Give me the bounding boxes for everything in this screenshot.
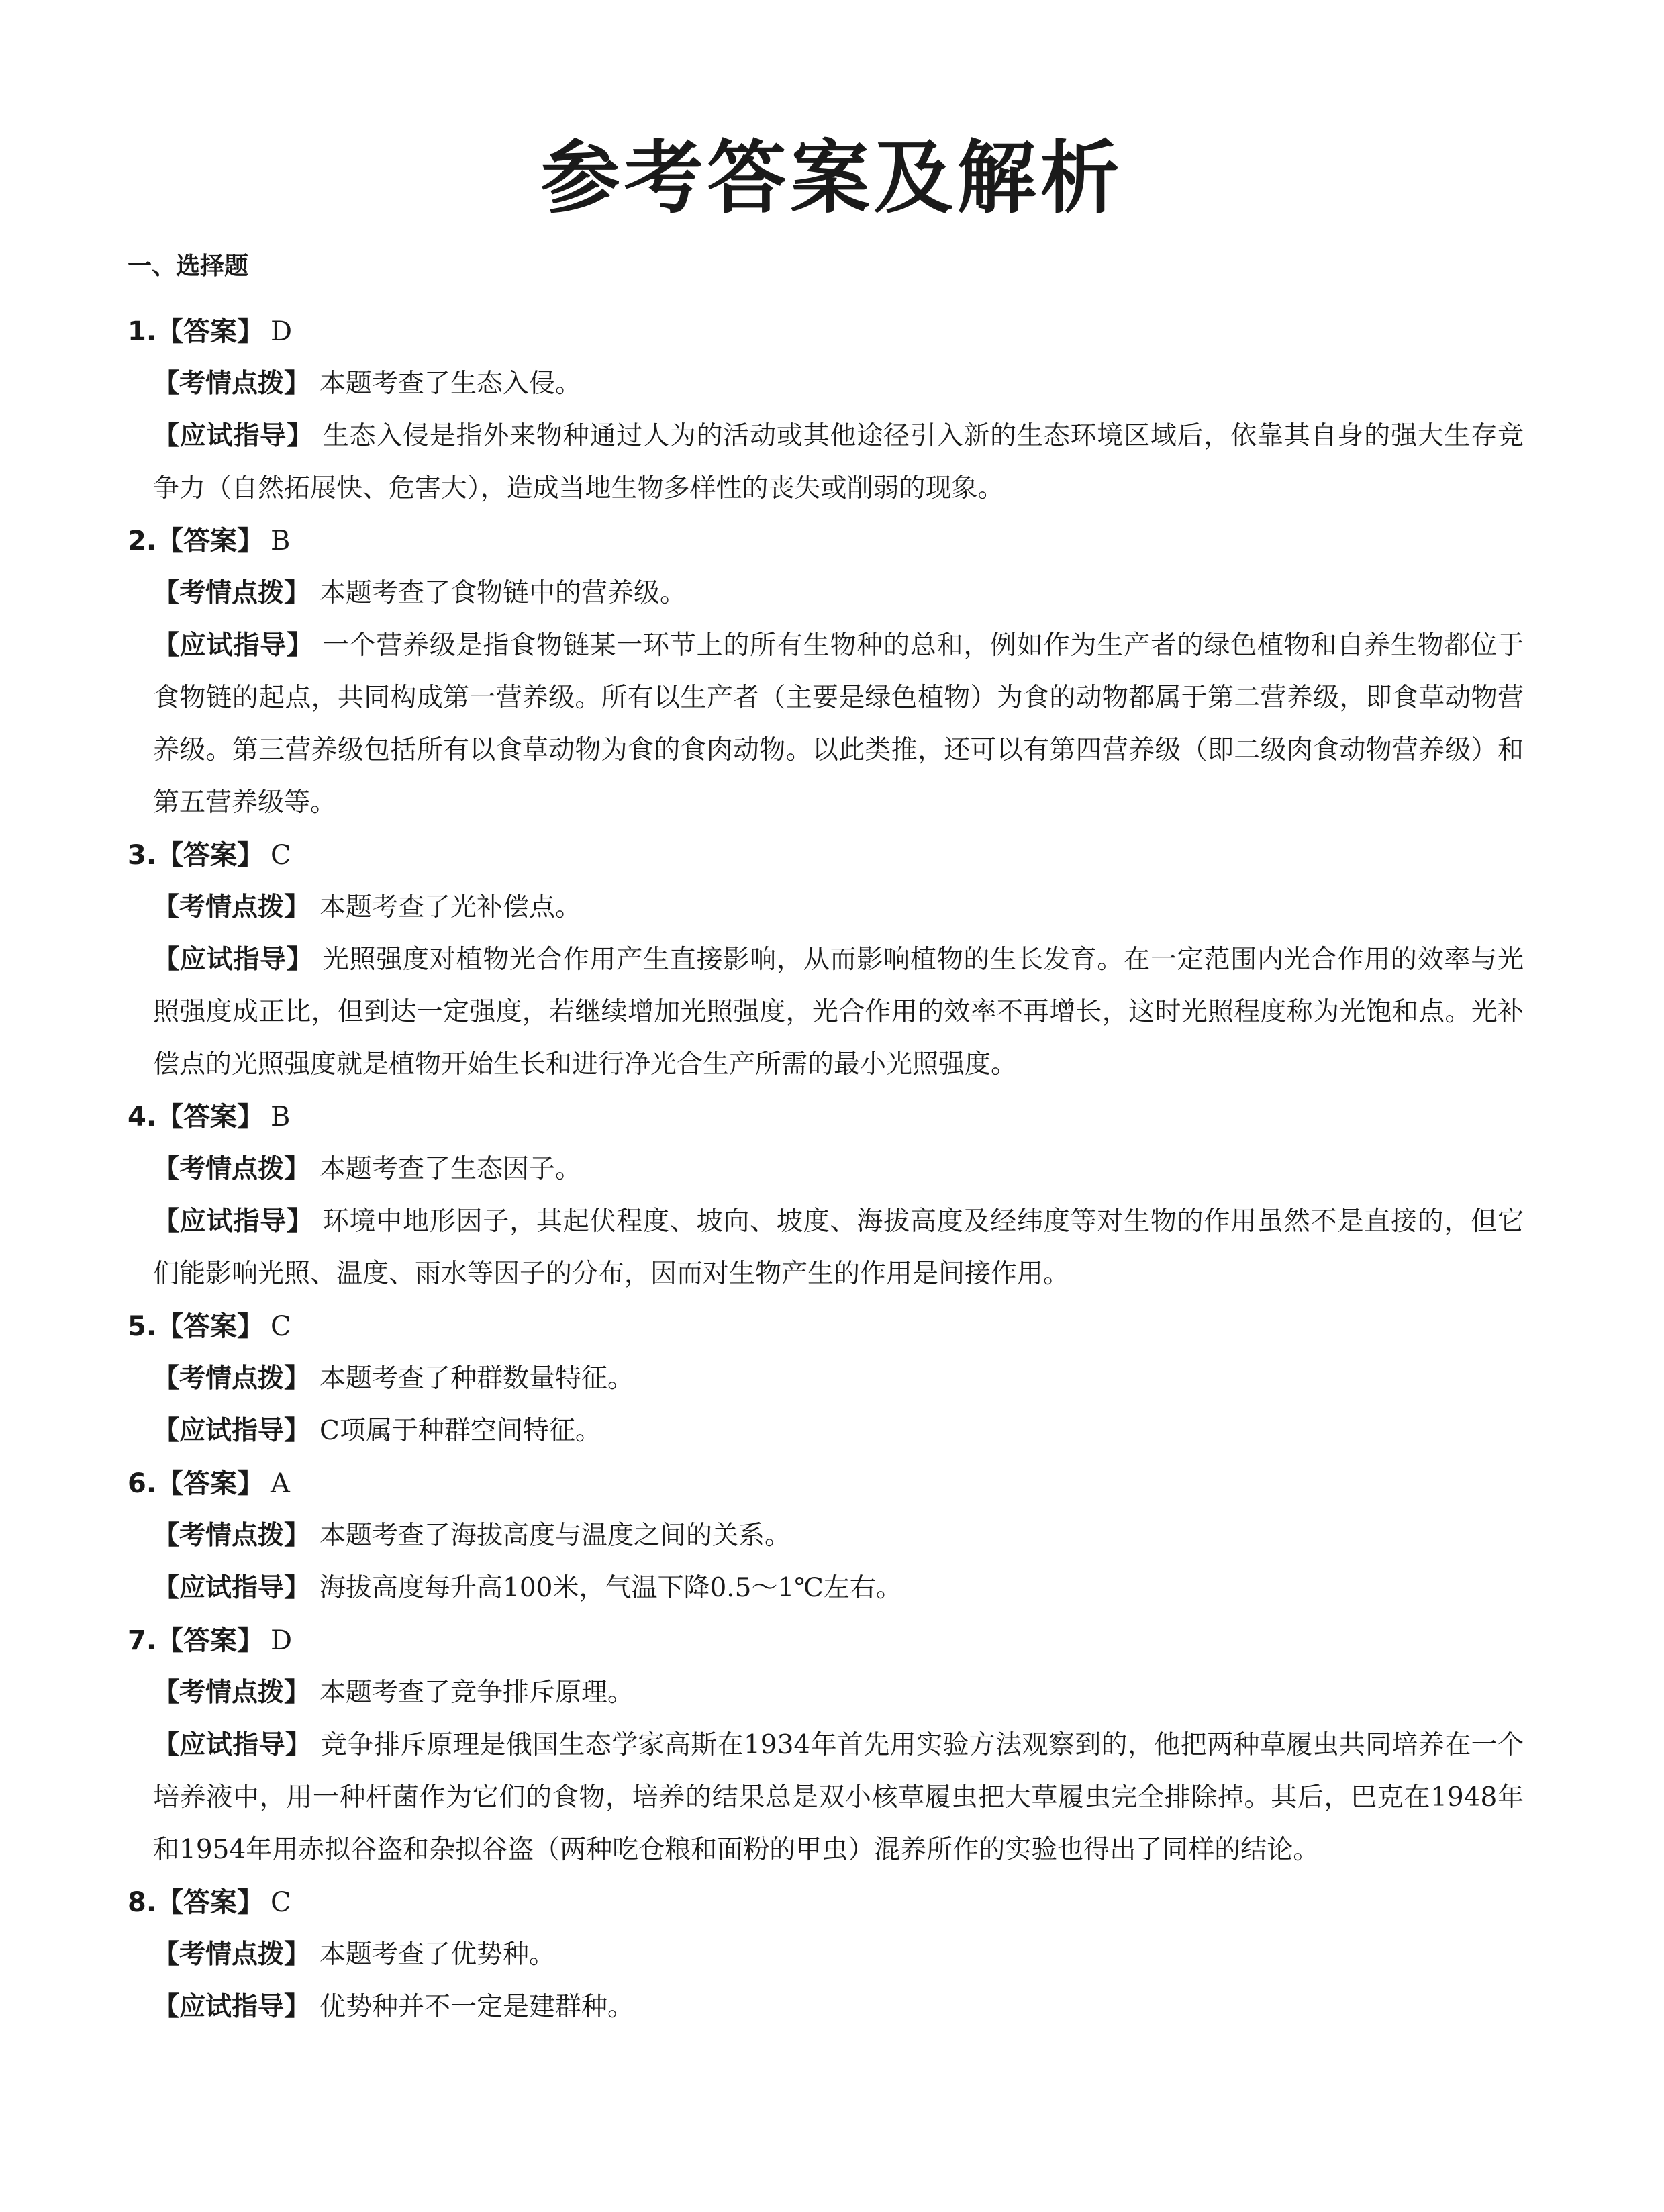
point-label: 【考情点拨】 [153,1521,311,1551]
guide-text: 生态入侵是指外来物种通过人为的活动或其他途径引入新的生态环境区域后，依靠其自身的强大生存竞争力（自然拓展快、危害大），造成当地生物多样性的丧失或削弱的现象。 [153,421,1524,503]
answer-value: A [271,1468,290,1499]
answer-line [128,1457,1524,1510]
question-block [128,1876,1524,2033]
question-block [128,305,1524,515]
guide-paragraph [153,1562,1524,1615]
point-line [153,881,1524,934]
guide-text: 海拔高度每升高100米，气温下降0.5～1℃左右。 [320,1573,902,1603]
answer-value: C [271,1887,291,1918]
guide-label: 【应试指导】 [153,1573,311,1603]
answer-label: 【答案】 [156,1887,264,1918]
answer-value: D [271,1625,293,1656]
point-label: 【考情点拨】 [153,892,311,922]
question-number: 4. [128,1102,157,1133]
guide-paragraph [153,934,1524,1091]
point-label: 【考情点拨】 [153,1678,311,1708]
answer-label: 【答案】 [156,840,264,871]
guide-paragraph [153,1196,1524,1300]
answer-value: D [271,316,293,347]
answer-label: 【答案】 [156,1468,264,1499]
question-number: 5. [128,1311,157,1342]
answer-label: 【答案】 [156,316,264,347]
point-line [153,1143,1524,1196]
point-label: 【考情点拨】 [153,1939,311,1970]
point-line [153,1929,1524,1981]
guide-text: 竞争排斥原理是俄国生态学家高斯在1934年首先用实验方法观察到的，他把两种草履虫共同培养在一个培养液中，用一种杆菌作为它们的食物，培养的结果总是双小核草履虫把大草履虫完全排除掉。其后，巴克在1948年和1954年用赤拟谷盗和杂拟谷盗（两种吃仓粮和面粉的甲虫）混养所作的实验也得出了同样的结论。 [153,1730,1524,1865]
answer-label: 【答案】 [156,526,264,557]
question-block [128,1300,1524,1457]
guide-text: 环境中地形因子，其起伏程度、坡向、坡度、海拔高度及经纬度等对生物的作用虽然不是直接的，但它们能影响光照、温度、雨水等因子的分布，因而对生物产生的作用是间接作用。 [153,1206,1524,1289]
question-block [128,1615,1524,1876]
guide-text: C项属于种群空间特征。 [320,1416,601,1446]
answer-line [128,1300,1524,1353]
question-block [128,1091,1524,1300]
point-text: 本题考查了竞争排斥原理。 [320,1678,634,1708]
answer-line [128,305,1524,358]
guide-paragraph [153,410,1524,515]
answer-value: C [271,1311,291,1342]
guide-paragraph [153,1981,1524,2033]
guide-text: 一个营养级是指食物链某一环节上的所有生物种的总和，例如作为生产者的绿色植物和自养生物都位于食物链的起点，共同构成第一营养级。所有以生产者（主要是绿色植物）为食的动物都属于第二营养级，即食草动物营养级。第三营养级包括所有以食草动物为食的食肉动物。以此类推，还可以有第四营养级（即二级肉食动物营养级）和第五营养级等。 [153,630,1524,818]
answer-line [128,1615,1524,1667]
guide-paragraph [153,1405,1524,1457]
point-label: 【考情点拨】 [153,369,311,399]
guide-text: 优势种并不一定是建群种。 [320,1992,634,2022]
page-title: 参考答案及解析 [540,131,1124,224]
question-number: 1. [128,316,157,347]
section-heading: 一、选择题 [128,252,249,280]
point-label: 【考情点拨】 [153,1154,311,1184]
point-text: 本题考查了食物链中的营养级。 [320,578,687,608]
point-text: 本题考查了光补偿点。 [320,892,582,922]
guide-label: 【应试指导】 [153,1416,311,1446]
point-text: 本题考查了种群数量特征。 [320,1363,634,1394]
answer-line [128,1876,1524,1929]
answer-value: C [271,840,291,871]
point-line [153,1510,1524,1562]
question-number: 6. [128,1468,157,1499]
point-text: 本题考查了优势种。 [320,1939,556,1970]
guide-label: 【应试指导】 [153,1730,312,1760]
guide-paragraph [153,1719,1524,1876]
guide-paragraph [153,620,1524,829]
point-label: 【考情点拨】 [153,578,311,608]
answer-label: 【答案】 [156,1625,264,1656]
question-block [128,1457,1524,1615]
answer-value: B [271,1102,291,1133]
answer-label: 【答案】 [156,1102,264,1133]
question-number: 2. [128,526,157,557]
point-line [153,1667,1524,1719]
answer-label: 【答案】 [156,1311,264,1342]
answer-value: B [271,526,291,557]
guide-label: 【应试指导】 [153,630,313,661]
question-list [128,305,1524,2033]
point-line [153,1353,1524,1405]
answer-line [128,1091,1524,1143]
point-text: 本题考查了海拔高度与温度之间的关系。 [320,1521,791,1551]
guide-text: 光照强度对植物光合作用产生直接影响，从而影响植物的生长发育。在一定范围内光合作用的效率与光照强度成正比，但到达一定强度，若继续增加光照强度，光合作用的效率不再增长，这时光照程度称为光饱和点。光补偿点的光照强度就是植物开始生长和进行净光合生产所需的最小光照强度。 [153,945,1524,1079]
answer-line [128,829,1524,881]
question-number: 8. [128,1887,157,1918]
guide-label: 【应试指导】 [153,945,313,975]
point-text: 本题考查了生态入侵。 [320,369,582,399]
question-number: 3. [128,840,157,871]
question-block [128,515,1524,829]
point-line [153,358,1524,410]
point-label: 【考情点拨】 [153,1363,311,1394]
question-block [128,829,1524,1091]
guide-label: 【应试指导】 [153,421,313,451]
question-number: 7. [128,1625,157,1656]
content-area [128,247,1524,2033]
guide-label: 【应试指导】 [153,1992,311,2022]
answer-line [128,515,1524,567]
point-line [153,567,1524,620]
point-text: 本题考查了生态因子。 [320,1154,582,1184]
guide-label: 【应试指导】 [153,1206,313,1237]
